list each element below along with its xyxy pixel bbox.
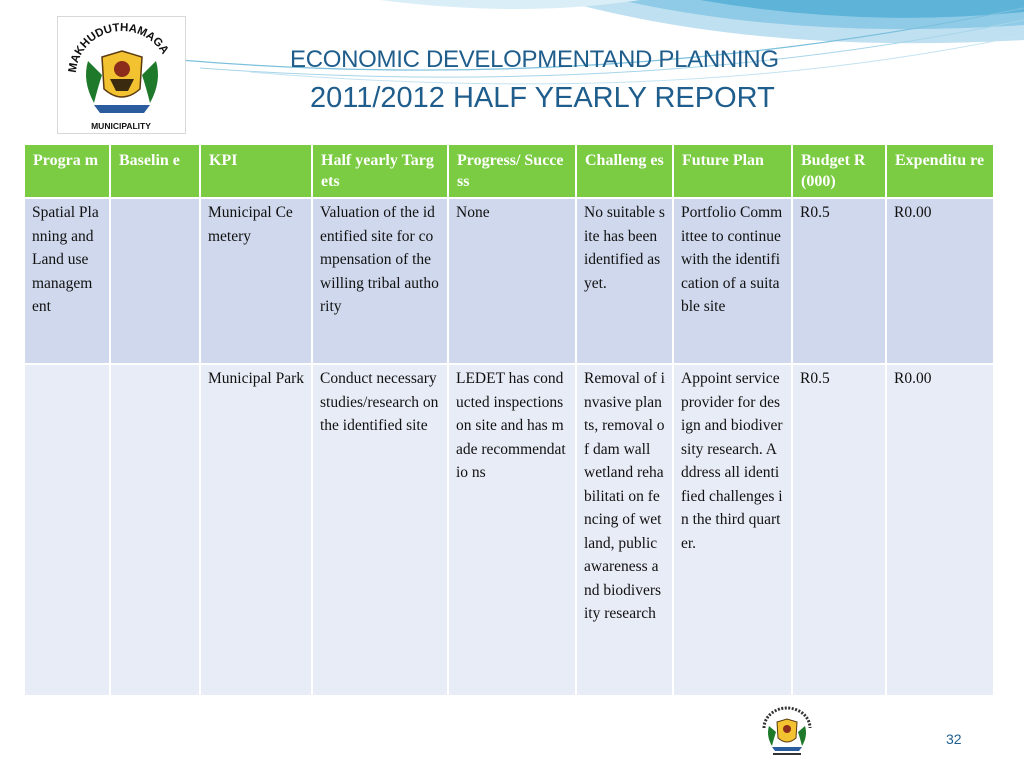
column-header-kpi: KPI bbox=[201, 145, 311, 197]
column-header-budget: Budget R(000) bbox=[793, 145, 885, 197]
cell-expenditure: R0.00 bbox=[887, 199, 993, 363]
cell-baseline bbox=[111, 365, 199, 695]
column-header-challenges: Challeng es bbox=[577, 145, 672, 197]
cell-kpi: Municipal Cemetery bbox=[201, 199, 311, 363]
cell-kpi: Municipal Park bbox=[201, 365, 311, 695]
column-header-progress: Progress/ Success bbox=[449, 145, 575, 197]
page-number: 32 bbox=[946, 731, 962, 747]
cell-targets: Conduct necessary studies/research on the identified site bbox=[313, 365, 447, 695]
municipality-logo bbox=[57, 16, 186, 134]
cell-progress: None bbox=[449, 199, 575, 363]
cell-future-plan: Portfolio Committee to continue with the identification of a suitable site bbox=[674, 199, 791, 363]
coat-of-arms-icon bbox=[58, 17, 185, 133]
page-subtitle: 2011/2012 HALF YEARLY REPORT bbox=[310, 82, 775, 114]
table-header-row bbox=[25, 145, 993, 197]
report-table bbox=[23, 143, 995, 697]
table-row bbox=[25, 365, 993, 695]
cell-challenges: Removal of invasive plants, removal of dam wall wetland rehabilitati on fencing of wetland, public awareness and biodiversity research bbox=[577, 365, 672, 695]
column-header-future-plan: Future Plan bbox=[674, 145, 791, 197]
column-header-baseline: Baselin e bbox=[111, 145, 199, 197]
cell-budget: R0.5 bbox=[793, 365, 885, 695]
cell-programme bbox=[25, 365, 109, 695]
cell-future-plan: Appoint service provider for design and biodiversity research. Address all identified challenges in the third quarter. bbox=[674, 365, 791, 695]
cell-baseline bbox=[111, 199, 199, 363]
coat-of-arms-icon bbox=[754, 706, 820, 758]
cell-expenditure: R0.00 bbox=[887, 365, 993, 695]
cell-challenges: No suitable site has been identified as yet. bbox=[577, 199, 672, 363]
cell-progress: LEDET has conducted inspections on site and has made recommendatio ns bbox=[449, 365, 575, 695]
logo-arc-text: MAKHUDUTHAMAGA bbox=[66, 21, 171, 74]
footer-logo bbox=[754, 706, 820, 758]
cell-targets: Valuation of the identified site for compensation of the willing tribal authority bbox=[313, 199, 447, 363]
table-row bbox=[25, 199, 993, 363]
cell-programme: Spatial Planning and Land use managem ent bbox=[25, 199, 109, 363]
column-header-programme: Progra m bbox=[25, 145, 109, 197]
column-header-targets: Half yearly Targets bbox=[313, 145, 447, 197]
logo-caption: MUNICIPALITY bbox=[91, 121, 151, 131]
column-header-expenditure: Expenditu re bbox=[887, 145, 993, 197]
page-title: ECONOMIC DEVELOPMENTAND PLANNING bbox=[290, 46, 779, 73]
cell-budget: R0.5 bbox=[793, 199, 885, 363]
